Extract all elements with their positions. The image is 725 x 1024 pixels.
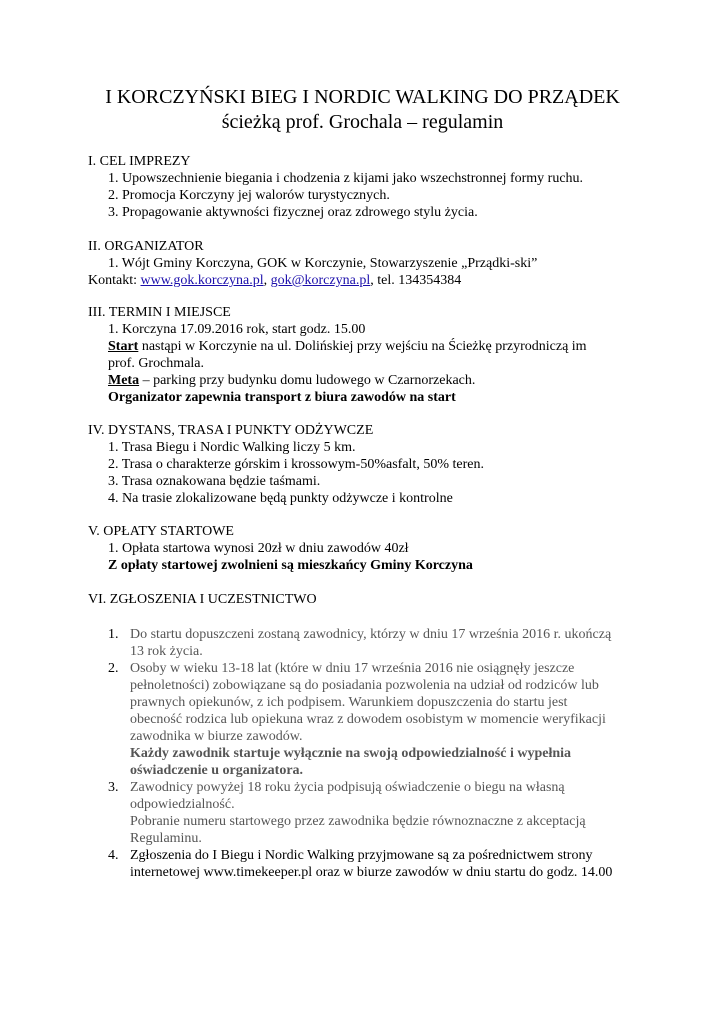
item-text: obecność rodzica lub opiekuna wraz z dowodem osobistym w momencie weryfikacji bbox=[130, 712, 606, 727]
list-item: 1. Opłata startowa wynosi 20zł w dniu zawodów 40zł bbox=[108, 541, 409, 556]
start-line bbox=[88, 338, 648, 355]
item-text: Zawodnicy powyżej 18 roku życia podpisują oświadczenie o biegu na własną bbox=[130, 780, 565, 795]
separator: , bbox=[263, 273, 271, 288]
start-text: nastąpi w Korczynie na ul. Dolińskiej przy wejściu na Ścieżkę przyrodniczą im bbox=[138, 339, 587, 354]
item-number: 4. bbox=[108, 848, 119, 863]
section-dystans-trasa bbox=[88, 422, 648, 507]
section-zgloszenia bbox=[88, 591, 648, 608]
item-text: Do startu dopuszczeni zostaną zawodnicy, którzy w dniu 17 września 2016 r. ukończą bbox=[130, 627, 612, 642]
item-text: 13 rok życia. bbox=[130, 644, 203, 659]
item-text: Pobranie numeru startowego przez zawodnika będzie równoznaczne z akceptacją bbox=[130, 814, 586, 829]
section-heading: VI. ZGŁOSZENIA I UCZESTNICTWO bbox=[88, 592, 317, 607]
website-link[interactable]: www.gok.korczyna.pl bbox=[140, 273, 264, 288]
list-item: 1. Korczyna 17.09.2016 rok, start godz. 15.00 bbox=[108, 322, 366, 337]
item-text: Zgłoszenia do I Biegu i Nordic Walking przyjmowane są za pośrednictwem strony bbox=[130, 848, 593, 863]
meta-line bbox=[88, 372, 648, 389]
contact-label: Kontakt: bbox=[88, 273, 141, 288]
item-text: pełnoletności) zobowiązane są do posiadania pozwolenia na udział od rodziców lub bbox=[130, 678, 599, 693]
list-item bbox=[108, 660, 648, 779]
item-text: internetowej www.timekeeper.pl oraz w biurze zawodów w dniu startu do godz. 14.00 bbox=[130, 865, 613, 880]
start-line-cont: prof. Grochmala. bbox=[108, 356, 205, 371]
list-item: 2. Promocja Korczyny jej walorów turystycznych. bbox=[108, 188, 390, 203]
section-zgloszenia-list bbox=[108, 626, 648, 881]
document-subtitle: ścieżką prof. Grochala – regulamin bbox=[221, 111, 504, 133]
list-item: 4. Na trasie zlokalizowane będą punkty odżywcze i kontrolne bbox=[108, 491, 453, 506]
list-item: 1. Upowszechnienie biegania i chodzenia z kijami jako wszechstronnej formy ruchu. bbox=[108, 171, 584, 186]
item-text: odpowiedzialność. bbox=[130, 797, 235, 812]
list-item: 3. Trasa oznakowana będzie taśmami. bbox=[108, 474, 321, 489]
contact-line bbox=[88, 272, 648, 289]
email-link[interactable]: gok@korczyna.pl bbox=[270, 273, 371, 288]
item-text: Regulaminu. bbox=[130, 831, 202, 846]
list-item: 3. Propagowanie aktywności fizycznej oraz zdrowego stylu życia. bbox=[108, 205, 478, 220]
item-text: zawodnika w biurze zawodów. bbox=[130, 729, 303, 744]
section-heading: III. TERMIN I MIEJSCE bbox=[88, 305, 231, 320]
item-number: 2. bbox=[108, 661, 119, 676]
list-item: 1. Wójt Gminy Korczyna, GOK w Korczynie, Stowarzyszenie „Prządki-ski” bbox=[108, 256, 538, 271]
meta-label: Meta bbox=[108, 373, 140, 388]
item-text: prawnych opiekunów, z ich podpisem. Warunkiem dopuszczenia do startu jest bbox=[130, 695, 568, 710]
responsibility-note: Każdy zawodnik startuje wyłącznie na swoją odpowiedzialność i wypełnia bbox=[130, 746, 572, 761]
phone-text: , tel. 134354384 bbox=[370, 273, 462, 288]
list-item bbox=[108, 779, 648, 847]
fee-exemption-note: Z opłaty startowej zwolnieni są mieszkańcy Gminy Korczyna bbox=[108, 558, 473, 573]
section-heading: V. OPŁATY STARTOWE bbox=[88, 524, 234, 539]
meta-text: – parking przy budynku domu ludowego w Czarnorzekach. bbox=[139, 373, 476, 388]
start-label: Start bbox=[108, 339, 139, 354]
section-heading: IV. DYSTANS, TRASA I PUNKTY ODŻYWCZE bbox=[88, 423, 374, 438]
list-item bbox=[108, 626, 648, 660]
item-number: 3. bbox=[108, 780, 119, 795]
transport-note: Organizator zapewnia transport z biura zawodów na start bbox=[108, 390, 456, 405]
item-text: Osoby w wieku 13-18 lat (które w dniu 17 września 2016 nie osiągnęły jeszcze bbox=[130, 661, 575, 676]
section-organizator bbox=[88, 238, 648, 289]
list-item: 2. Trasa o charakterze górskim i krossowym-50%asfalt, 50% teren. bbox=[108, 457, 484, 472]
section-heading: II. ORGANIZATOR bbox=[88, 239, 204, 254]
section-cel-imprezy bbox=[88, 153, 648, 221]
list-item bbox=[108, 847, 648, 881]
list-item: 1. Trasa Biegu i Nordic Walking liczy 5 km. bbox=[108, 440, 356, 455]
responsibility-note: oświadczenie u organizatora. bbox=[130, 763, 304, 778]
section-termin-i-miejsce bbox=[88, 304, 648, 406]
document-title: I KORCZYŃSKI BIEG I NORDIC WALKING DO PRZĄDEK bbox=[105, 86, 620, 108]
item-number: 1. bbox=[108, 627, 119, 642]
section-oplaty-startowe bbox=[88, 523, 648, 574]
section-heading: I. CEL IMPREZY bbox=[88, 154, 191, 169]
